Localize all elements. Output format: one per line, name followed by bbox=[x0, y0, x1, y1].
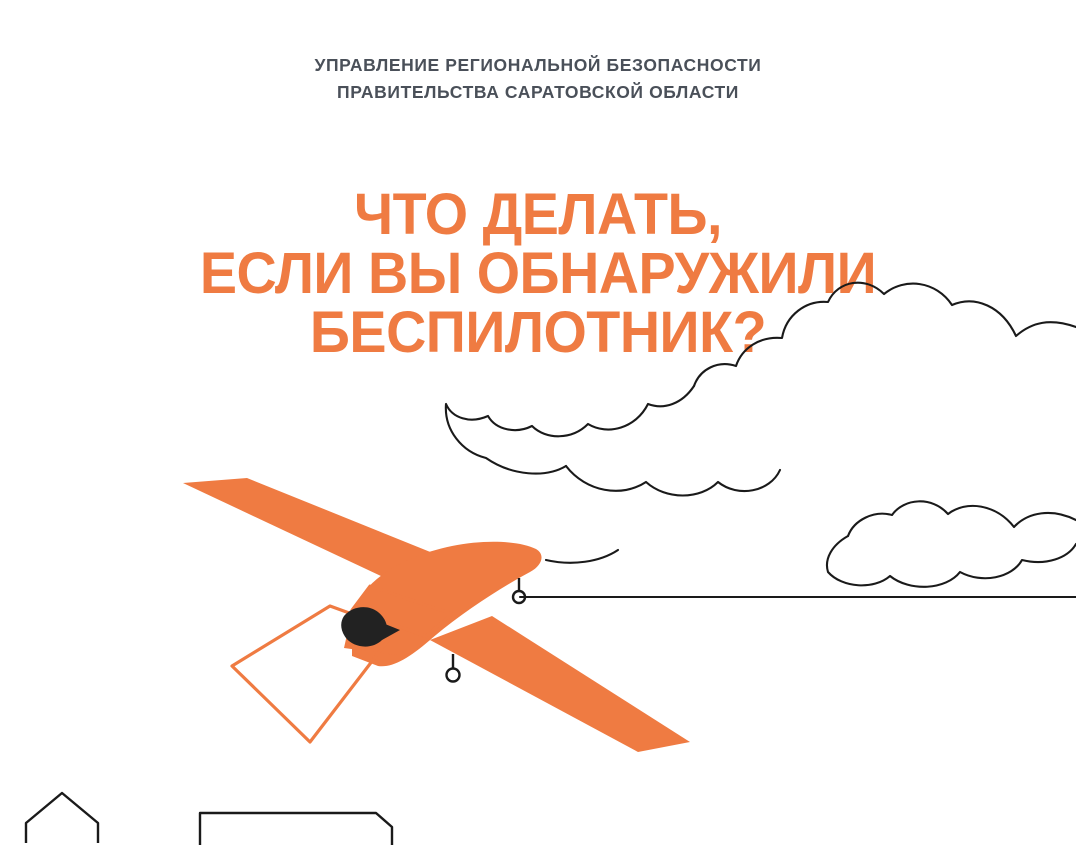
page-title bbox=[0, 182, 1076, 366]
page-title-line-2: ЕСЛИ ВЫ ОБНАРУЖИЛИ bbox=[199, 241, 877, 307]
landing-gear bbox=[447, 578, 526, 682]
organization-header bbox=[0, 52, 1076, 106]
page-title-line-3: БЕСПИЛОТНИК? bbox=[309, 300, 767, 366]
org-header-line-2: ПРАВИТЕЛЬСТВА САРАТОВСКОЙ ОБЛАСТИ bbox=[337, 82, 739, 103]
page-title-line-1: ЧТО ДЕЛАТЬ, bbox=[353, 182, 723, 247]
bottom-decoration bbox=[0, 785, 1076, 845]
chevron-outline-shape bbox=[26, 793, 98, 843]
rounded-box-outline-shape bbox=[200, 813, 392, 845]
drone-body bbox=[183, 478, 690, 752]
org-header-line-1: УПРАВЛЕНИЕ РЕГИОНАЛЬНОЙ БЕЗОПАСНОСТИ bbox=[314, 55, 762, 75]
